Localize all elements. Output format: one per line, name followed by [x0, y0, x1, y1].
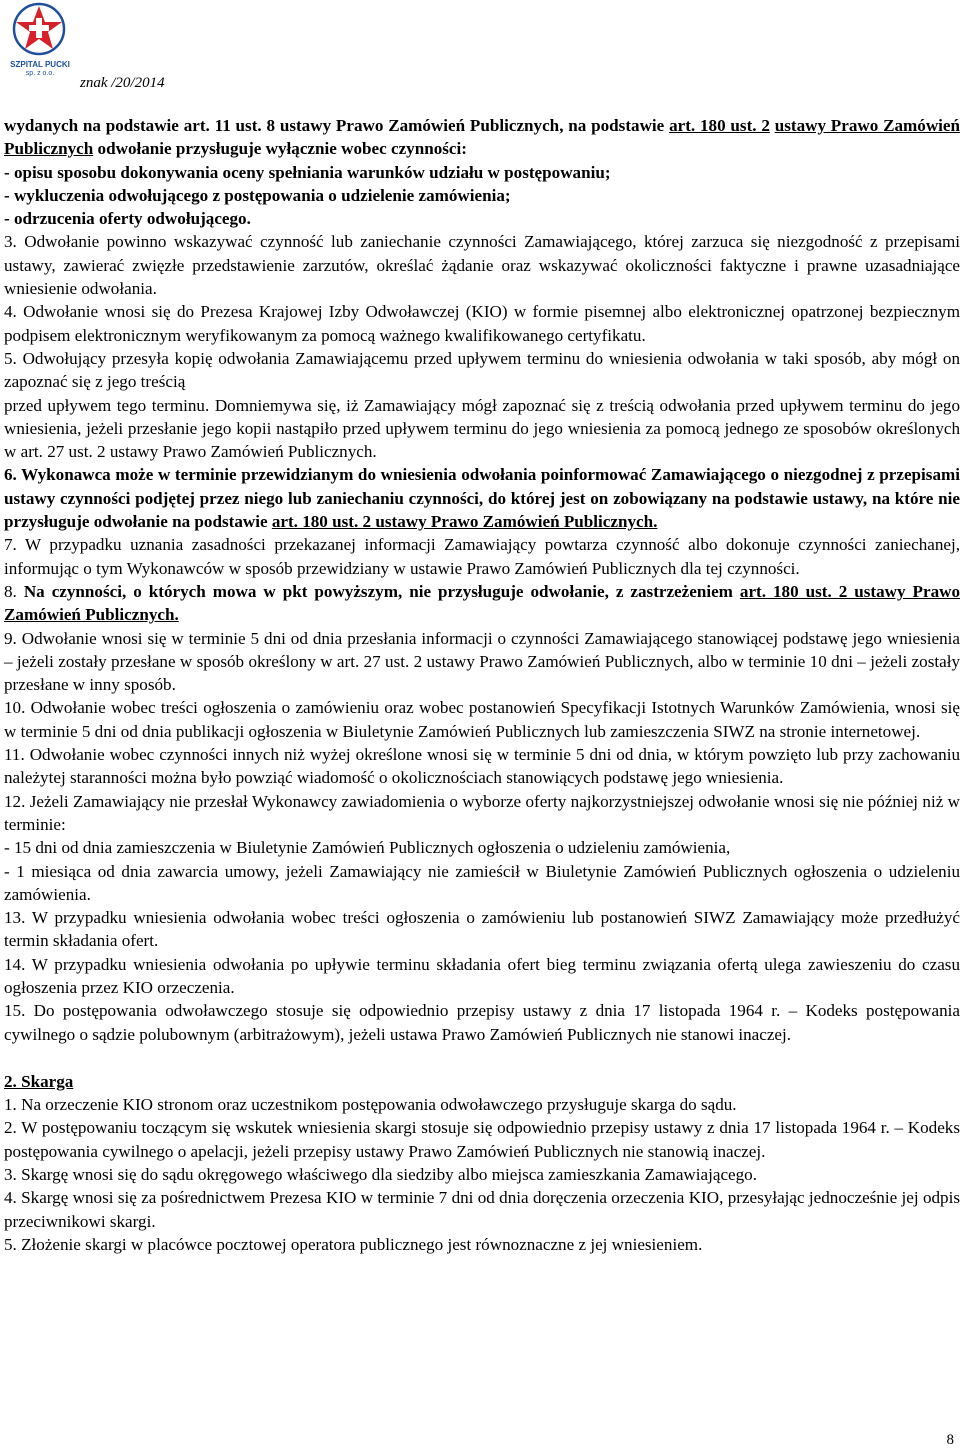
- document-reference: znak /20/2014: [80, 75, 165, 91]
- section-gap: [4, 1046, 960, 1070]
- paragraph-13: 13. W przypadku wniesienia odwołania wobec treści ogłoszenia o zamówieniu lub postanowień SIWZ Zamawiający może przedłużyć termin składania ofert.: [4, 908, 960, 951]
- list-item: - odrzucenia oferty odwołującego.: [4, 209, 251, 229]
- skarga-item-1: 1. Na orzeczenie KIO stronom oraz uczestnikom postępowania odwoławczego przysługuje skarga do sądu.: [4, 1095, 737, 1115]
- document-body: [4, 114, 960, 1256]
- paragraph-8-number: 8.: [4, 581, 24, 601]
- law-link-pzp[interactable]: ustawy Prawo Zamówień Publicznych: [4, 116, 960, 159]
- paragraph-12: 12. Jeżeli Zamawiający nie przesłał Wykonawcy zawiadomienia o wyborze oferty najkorzystniejszej odwołanie wnosi się nie później niż w terminie:: [4, 791, 960, 834]
- paragraph-6: [4, 463, 960, 533]
- skarga-item-4: 4. Skargę wnosi się za pośrednictwem Prezesa KIO w terminie 7 dni od dnia doręczenia orzeczenia KIO, przesyłając jednocześnie jej odpis przeciwnikowi skargi.: [4, 1188, 960, 1231]
- paragraph-3: 3. Odwołanie powinno wskazywać czynność lub zaniechanie czynności Zamawiającego, której zarzuca się niezgodność z przepisami ustawy, zawierać zwięzłe przedstawienie zarzutów, określać żądanie oraz wskazywać okoliczności faktyczne i prawne uzasadniające wniesienie odwołania.: [4, 232, 960, 299]
- skarga-item-3: 3. Skargę wnosi się do sądu okręgowego właściwego dla siedziby albo miejsca zamieszkania Zamawiającego.: [4, 1165, 757, 1185]
- paragraph-9: 9. Odwołanie wnosi się w terminie 5 dni od dnia przesłania informacji o czynności Zamawiającego stanowiącej podstawę jego wniesienia – jeżeli zostały przesłane w sposób określony w art. 27 ust. 2 ustawy Prawo Zamówień Publicznych, albo w terminie 10 dni – jeżeli zostały przesłane w inny sposób.: [4, 628, 960, 695]
- page-number: 8: [946, 1432, 954, 1448]
- paragraph-10: 10. Odwołanie wobec treści ogłoszenia o zamówieniu oraz wobec postanowień Specyfikacji Istotnych Warunków Zamówienia, wnosi się w terminie 5 dni od dnia publikacji ogłoszenia w Biuletynie Zamówień Publicznych lub zamieszczenia SIWZ na stronie internetowej.: [4, 698, 960, 741]
- law-link-art-180[interactable]: art. 180 ust. 2 ustawy Prawo Zamówień Publicznych.: [271, 512, 658, 532]
- page-header: [0, 0, 960, 100]
- logo-text: SZPITAL PUCKI: [10, 60, 70, 69]
- paragraph-8: [4, 580, 960, 627]
- intro-text-end: odwołanie przysługuje wyłącznie wobec czynności:: [93, 139, 467, 159]
- list-item: - 1 miesiąca od dnia zawarcia umowy, jeżeli Zamawiający nie zamieścił w Biuletynie Zamówień Publicznych ogłoszenia o udzieleniu zamówienia.: [4, 861, 960, 904]
- intro-text: wydanych na podstawie art. 11 ust. 8 ustawy Prawo Zamówień Publicznych, na podstawie: [4, 116, 670, 135]
- paragraph-5: 5. Odwołujący przesyła kopię odwołania Zamawiającemu przed upływem terminu do wniesienia odwołania w taki sposób, aby mógł on zapoznać się z jego treścią: [4, 348, 960, 392]
- logo-subtext: sp. z o.o.: [25, 70, 55, 77]
- list-item: - 15 dni od dnia zamieszczenia w Biuletynie Zamówień Publicznych ogłoszenia o udzieleniu zamówienia,: [4, 838, 731, 858]
- paragraph-11: 11. Odwołanie wobec czynności innych niż wyżej określone wnosi się w terminie 5 dni od dnia, w którym powzięto lub przy zachowaniu należytej staranności można było powziąć wiadomość o okolicznościach stanowiących podstawę jego wniesienia.: [4, 745, 960, 788]
- law-link-art-180[interactable]: art. 180 ust. 2 ustawy Prawo Zamówień Publicznych.: [4, 581, 960, 625]
- paragraph-6-text: 6. Wykonawca może w terminie przewidzianym do wniesienia odwołania poinformować Zamawiającego o niezgodnej z przepisami ustawy czynności podjętej przez niego lub zaniechaniu czynności, do której jest on zobowiązany na podstawie ustawy, na które nie przysługuje odwołanie na podstawie: [4, 465, 960, 532]
- skarga-item-5: 5. Złożenie skargi w placówce pocztowej operatora publicznego jest równoznaczne z jej wniesieniem.: [4, 1234, 703, 1254]
- star-cross-icon: [2, 2, 76, 62]
- skarga-item-2: 2. W postępowaniu toczącym się wskutek wniesienia skargi stosuje się odpowiednio przepisy ustawy z dnia 17 listopada 1964 r. – Kodeks postępowania cywilnego o apelacji, jeżeli przepisy ustawy Prawo Zamówień Publicznych nie stanowią inaczej.: [4, 1118, 960, 1161]
- list-item: - opisu sposobu dokonywania oceny spełniania warunków udziału w postępowaniu;: [4, 162, 611, 182]
- list-item: - wykluczenia odwołującego z postępowania o udzielenie zamówienia;: [4, 185, 511, 205]
- paragraph-15: 15. Do postępowania odwoławczego stosuje się odpowiednio przepisy ustawy z dnia 17 listopada 1964 r. – Kodeks postępowania cywilnego o sądzie polubownym (arbitrażowym), jeżeli ustawa Prawo Zamówień Publicznych nie stanowi inaczej.: [4, 1001, 960, 1044]
- section-heading-skarga: 2. Skarga: [4, 1071, 74, 1091]
- paragraph-8-text: Na czynności, o których mowa w pkt powyższym, nie przysługuje odwołanie, z zastrzeżeniem: [23, 581, 740, 601]
- hospital-logo: [2, 2, 76, 80]
- paragraph-4: 4. Odwołanie wnosi się do Prezesa Krajowej Izby Odwoławczej (KIO) w formie pisemnej albo elektronicznej opatrzonej bezpiecznym podpisem elektronicznym weryfikowanym za pomocą ważnego kwalifikowanego certyfikatu.: [4, 302, 960, 345]
- paragraph-5-cont: przed upływem tego terminu. Domniemywa się, iż Zamawiający mógł zapoznać się z treścią odwołania przed upływem terminu do jego wniesienia, jeżeli przesłanie jego kopii nastąpiło przed upływem terminu do jego wniesienia za pomocą jednego ze sposobów określonych w art. 27 ust. 2 ustawy Prawo Zamówień Publicznych.: [4, 395, 960, 462]
- law-link-art-180[interactable]: art. 180 ust. 2: [669, 116, 770, 135]
- paragraph-intro: [4, 114, 960, 161]
- paragraph-14: 14. W przypadku wniesienia odwołania po upływie terminu składania ofert bieg terminu związania ofertą ulega zawieszeniu do czasu ogłoszenia przez KIO orzeczenia.: [4, 954, 960, 997]
- paragraph-7: 7. W przypadku uznania zasadności przekazanej informacji Zamawiający powtarza czynność albo dokonuje czynności zaniechanej, informując o tym Wykonawców w sposób przewidziany w ustawie Prawo Zamówień Publicznych dla tej czynności.: [4, 535, 960, 578]
